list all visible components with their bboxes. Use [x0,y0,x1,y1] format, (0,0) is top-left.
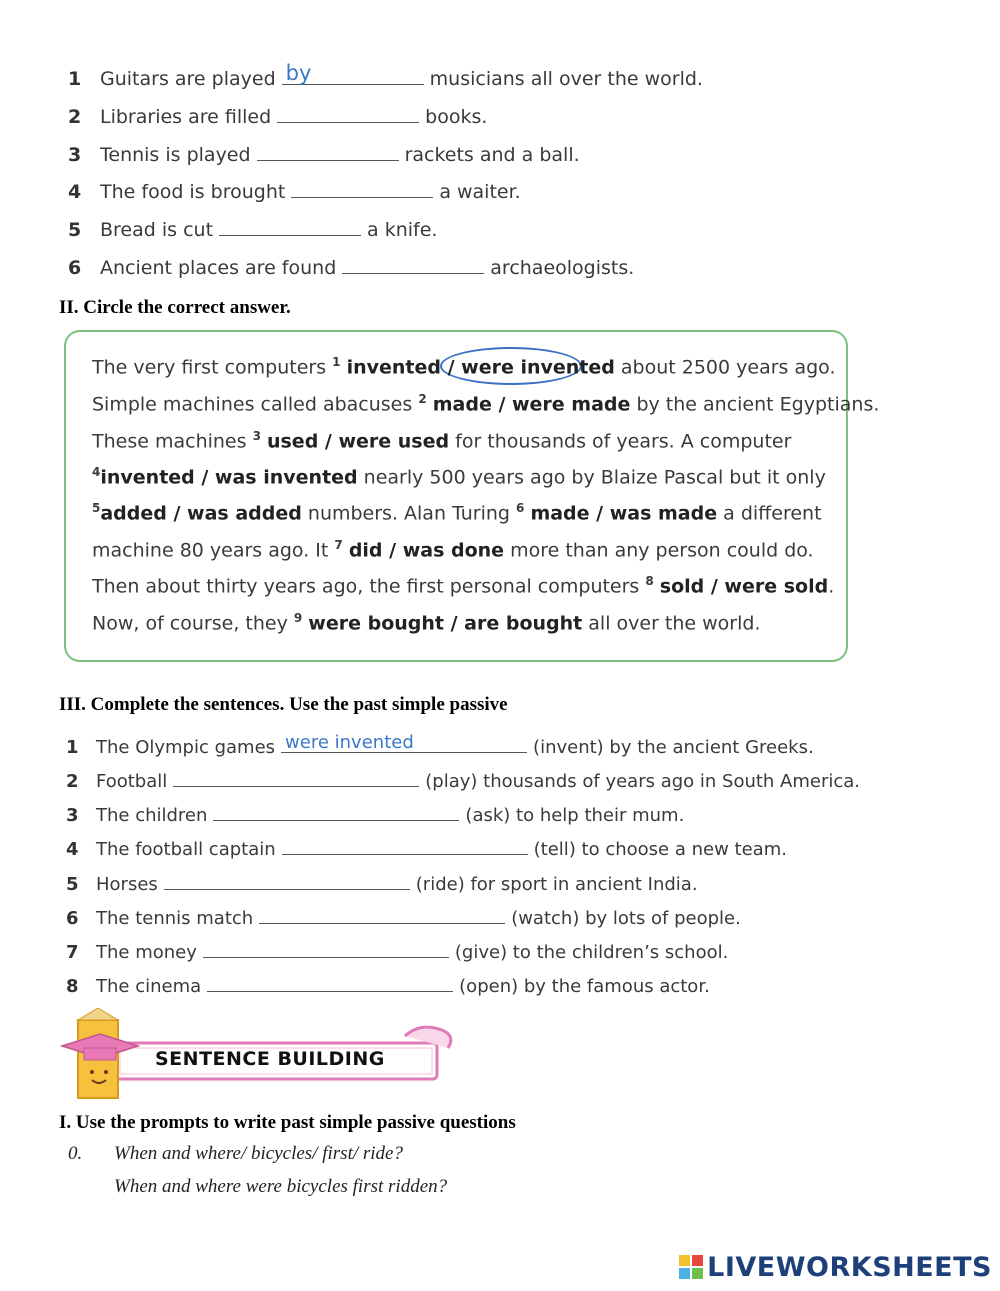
answer-blank[interactable] [259,903,505,924]
sentence-building-banner [60,1008,460,1103]
choice-option[interactable]: used / were used [266,430,450,453]
exercise-item: 5 Bread is cut a knife. [68,215,437,241]
section-heading: I. Use the prompts to write past simple passive questions [59,1112,516,1133]
example-number: 0. [68,1143,83,1164]
section-heading: III. Complete the sentences. Use the past simple passive [59,694,508,715]
answer-blank[interactable] [277,102,419,123]
answer-input[interactable] [259,903,509,924]
answer-input[interactable] [281,732,531,753]
answer-blank[interactable] [257,140,399,161]
box-line: These machines $^3$ used / were used for thousands of years. A computer [92,429,792,453]
choice-option[interactable]: invented / was invented [100,466,358,489]
exercise-item: 3 The children (ask) to help their mum. [66,800,684,826]
choice-option[interactable]: made / was made [530,502,718,525]
answer-input[interactable] [213,800,463,821]
answer-input[interactable] [282,834,532,855]
choice-option[interactable]: made / were made [432,393,631,416]
logo-text: LIVEWORKSHEETS [707,1252,992,1283]
logo-icon [679,1255,705,1281]
exercise-item: 6 Ancient places are found archaeologists. [68,253,634,279]
box-line: machine 80 years ago. It $^7$ did / was done more than any person could do. [92,538,814,562]
answer-blank[interactable] [213,800,459,821]
box-line: Simple machines called abacuses $^2$ made / were made by the ancient Egyptians. [92,392,880,416]
section-heading: II. Circle the correct answer. [59,297,291,318]
exercise-item: 2 Libraries are filled books. [68,102,487,128]
exercise-item: 1 The Olympic games were invented (invent) by the ancient Greeks. [66,732,814,758]
example-answer: When and where were bicycles first ridden? [114,1176,448,1197]
exercise-item: 2 Football (play) thousands of years ago in South America. [66,766,860,792]
box-line: Now, of course, they $^9$ were bought / are bought all over the world. [92,611,761,635]
box-line: The very first computers $^1$ invented / were invented about 2500 years ago. [92,355,836,379]
choice-option[interactable]: added / was added [100,502,302,525]
answer-blank[interactable] [281,732,527,753]
banner-title: SENTENCE BUILDING [155,1048,385,1070]
exercise-item: 4 The football captain (tell) to choose a new team. [66,834,787,860]
answer-input[interactable] [219,214,365,236]
answer-input[interactable] [282,61,428,85]
answer-blank[interactable] [173,766,419,787]
answer-blank[interactable] [282,64,424,85]
choice-option[interactable]: were bought / are bought [308,612,583,635]
answer-input[interactable] [257,139,403,161]
box-line: $^5$added / was added numbers. Alan Turing $^6$ made / was made a different [92,501,822,525]
choice-option[interactable]: sold / were sold [659,575,829,598]
answer-input[interactable] [173,766,423,787]
liveworksheets-logo [679,1252,992,1283]
answer-blank[interactable] [342,253,484,274]
answer-blank[interactable] [207,971,453,992]
answer-input[interactable] [203,937,453,958]
box-line: Then about thirty years ago, the first personal computers $^8$ sold / were sold. [92,574,835,598]
answer-blank[interactable] [219,215,361,236]
choice-option[interactable]: invented / were invented [346,356,615,379]
exercise-item: 3 Tennis is played rackets and a ball. [68,140,580,166]
exercise-item: 1 Guitars are played by musicians all over the world. [68,64,703,90]
box-line: $^4$invented / was invented nearly 500 years ago by Blaize Pascal but it only [92,465,826,489]
choice-option[interactable]: did / was done [348,539,505,562]
answer-input[interactable] [207,971,457,992]
exercise-item: 4 The food is brought a waiter. [68,177,521,203]
exercise-item: 8 The cinema (open) by the famous actor. [66,971,710,997]
example-prompt: When and where/ bicycles/ first/ ride? [114,1143,403,1164]
answer-input[interactable] [277,101,423,123]
answer-blank[interactable] [282,834,528,855]
exercise-item: 6 The tennis match (watch) by lots of people. [66,903,741,929]
answer-blank[interactable] [203,937,449,958]
answer-input[interactable] [342,252,488,274]
answer-input[interactable] [291,176,437,198]
answer-blank[interactable] [164,869,410,890]
exercise-item: 7 The money (give) to the children’s school. [66,937,728,963]
answer-blank[interactable] [291,177,433,198]
exercise-item: 5 Horses (ride) for sport in ancient India. [66,869,698,895]
answer-input[interactable] [164,869,414,890]
